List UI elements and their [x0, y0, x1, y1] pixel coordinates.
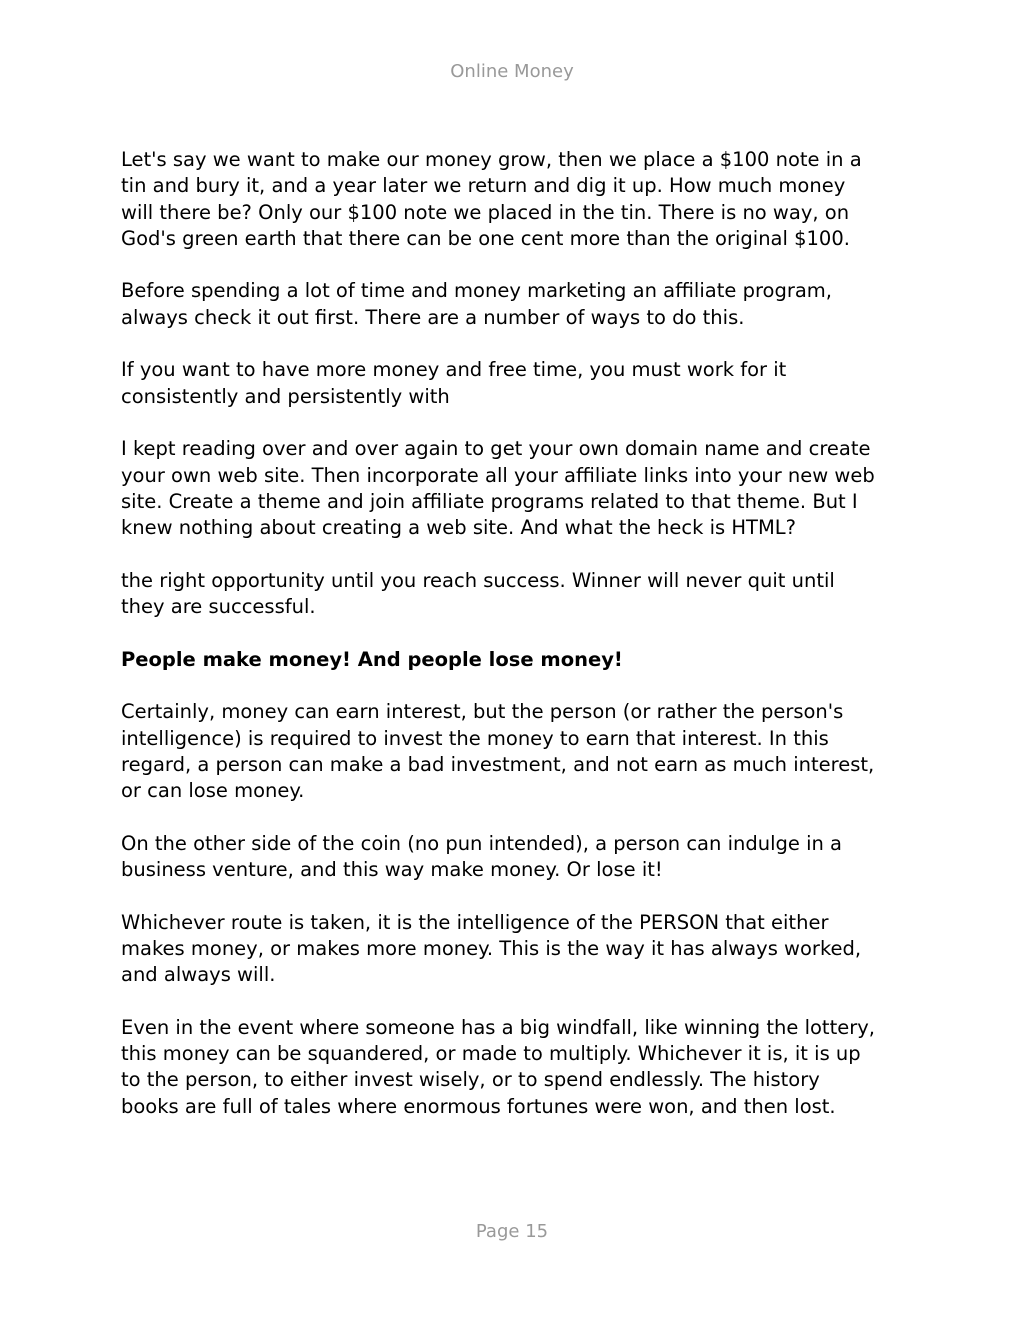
paragraph: If you want to have more money and free time, you must work for it consistently and persistently with	[121, 358, 787, 408]
page-number: Page 15	[475, 1221, 549, 1242]
paragraph: Whichever route is taken, it is the intelligence of the PERSON that either makes money, or makes more money. This is the way it has always worked, and always will.	[121, 910, 862, 987]
paragraph: Let's say we want to make our money grow, then we place a $100 note in a tin and bury it, and a year later we return and dig it up. How much money will there be? Only our $100 note we placed in the tin. There is no way, on God's green earth that there can be one cent more than the original $100.	[121, 148, 862, 250]
page-header: Online Money	[450, 61, 574, 82]
paragraph: the right opportunity until you reach success. Winner will never quit until they are successful.	[121, 568, 835, 619]
paragraph: Even in the event where someone has a big windfall, like winning the lottery, this money can be squandered, or made to multiply. Whichever it is, it is up to the person, to either invest wisely, or to spend endlessly. The history books are full of tales where enormous fortunes were won, and then lost.	[121, 1015, 875, 1118]
paragraph: I kept reading over and over again to get your own domain name and create your own web site. Then incorporate all your affiliate links into your new web site. Create a theme and join affiliate programs related to that theme. But I knew nothing about creating a web site. And what the heck is HTML?	[121, 437, 875, 540]
paragraph: Before spending a lot of time and money marketing an affiliate program, always check it out first. There are a number of ways to do this.	[121, 279, 832, 329]
section-heading: People make money! And people lose money!	[121, 647, 623, 671]
document-body	[121, 147, 921, 1146]
paragraph: Certainly, money can earn interest, but the person (or rather the person's intelligence) is required to invest the money to earn that interest. In this regard, a person can make a bad investment, and not earn as much interest, or can lose money.	[121, 700, 875, 803]
paragraph: On the other side of the coin (no pun intended), a person can indulge in a business venture, and this way make money. Or lose it!	[121, 831, 842, 882]
